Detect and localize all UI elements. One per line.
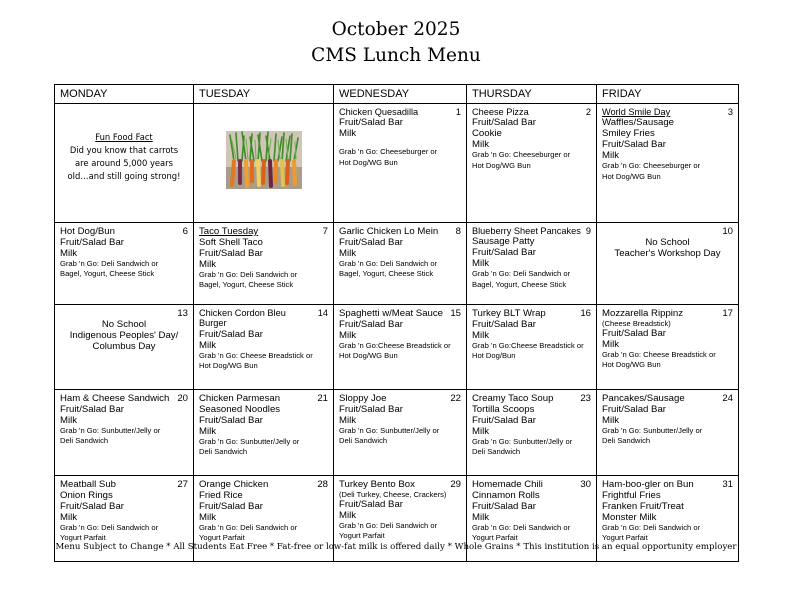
grab-n-go-text: Yogurt Parfait <box>199 533 245 543</box>
grab-n-go-text: Hot Dog/WG Bun <box>602 360 661 370</box>
menu-item: Fruit/Salad Bar <box>339 499 403 510</box>
menu-item: Blueberry Sheet Pancakes <box>472 226 581 236</box>
menu-item-note: (Deli Turkey, Cheese, Crackers) <box>339 490 447 499</box>
grab-n-go-text: Grab 'n Go: Sunbutter/Jelly or <box>602 426 703 435</box>
date-number: 27 <box>177 479 188 490</box>
grab-n-go-text: Grab 'n Go: Sunbutter/Jelly or <box>60 426 161 435</box>
menu-item: Milk <box>472 330 490 341</box>
date-number: 23 <box>580 393 591 404</box>
menu-item: Hot Dog/Bun <box>60 226 115 237</box>
day-cell <box>334 305 467 390</box>
menu-item: Ham-boo-gler on Bun <box>602 479 694 490</box>
grab-n-go-text: Yogurt Parfait <box>60 533 106 543</box>
menu-item: Orange Chicken <box>199 479 269 490</box>
grab-n-go-text: Grab 'n Go: Cheeseburger or <box>602 161 701 171</box>
no-school-reason: Indigenous Peoples' Day/ <box>69 330 179 341</box>
menu-item: Fruit/Salad Bar <box>472 247 536 259</box>
week-row <box>55 104 739 223</box>
day-cell <box>467 104 597 223</box>
menu-item: Fried Rice <box>199 490 243 501</box>
menu-item: Milk <box>339 415 357 426</box>
no-school-text: No School <box>101 319 147 330</box>
menu-item: Turkey BLT Wrap <box>472 308 546 319</box>
grab-n-go-text: Deli Sandwich <box>199 447 248 457</box>
menu-item: Fruit/Salad Bar <box>60 237 124 248</box>
grab-n-go-text: Grab 'n Go: Cheeseburger or <box>472 150 571 160</box>
menu-item: Fruit/Salad Bar <box>199 248 263 259</box>
grab-n-go-text: Grab 'n Go: Sunbutter/Jelly or <box>339 426 440 435</box>
grab-n-go-text: Yogurt Parfait <box>339 531 385 541</box>
day-cell <box>597 223 739 305</box>
menu-item: Fruit/Salad Bar <box>199 328 263 340</box>
menu-item: Milk <box>60 415 78 426</box>
day-cell <box>597 305 739 390</box>
date-number: 3 <box>727 107 733 117</box>
menu-item: Fruit/Salad Bar <box>472 319 536 330</box>
date-number: 17 <box>722 308 733 319</box>
menu-item: Cheese Pizza <box>472 107 529 117</box>
weekday-header: FRIDAY <box>597 85 739 104</box>
day-cell <box>467 390 597 476</box>
menu-item: Milk <box>339 248 357 259</box>
grab-n-go-text: Hot Dog/WG Bun <box>199 361 258 371</box>
no-school-reason: Teacher's Workshop Day <box>614 248 721 259</box>
date-number: 29 <box>450 479 461 490</box>
menu-item: Fruit/Salad Bar <box>339 117 403 129</box>
weekday-header: TUESDAY <box>194 85 334 104</box>
day-cell <box>334 223 467 305</box>
day-cell <box>467 305 597 390</box>
menu-item: Fruit/Salad Bar <box>60 404 124 415</box>
day-cell <box>597 390 739 476</box>
menu-item: Smiley Fries <box>602 128 655 140</box>
date-number: 20 <box>177 393 188 404</box>
special-day-heading: World Smile Day <box>602 107 671 117</box>
grab-n-go-text: Hot Dog/WG Bun <box>602 171 661 181</box>
day-cell <box>467 223 597 305</box>
menu-item: Milk <box>199 512 217 523</box>
date-number: 9 <box>585 226 591 236</box>
date-number: 22 <box>450 393 461 404</box>
day-cell <box>194 390 334 476</box>
date-number: 6 <box>182 226 188 237</box>
menu-item: Fruit/Salad Bar <box>602 139 666 151</box>
grab-n-go-text: Grab 'n Go:Cheese Breadstick or <box>472 341 584 350</box>
menu-item: Milk <box>472 258 490 270</box>
date-number: 10 <box>722 226 733 237</box>
menu-item: Sloppy Joe <box>339 393 387 404</box>
menu-item: Fruit/Salad Bar <box>339 237 403 248</box>
date-number: 8 <box>455 226 461 237</box>
special-day-heading: Taco Tuesday <box>199 226 259 237</box>
menu-item: Milk <box>60 512 78 523</box>
grab-n-go-text: Bagel, Yogurt, Cheese Stick <box>60 269 155 279</box>
date-number: 30 <box>580 479 591 490</box>
grab-n-go-text: Grab 'n Go: Deli Sandwich or <box>339 521 438 530</box>
grab-n-go-text: Grab 'n Go: Cheese Breadstick or <box>199 350 313 360</box>
grab-n-go-text: Grab 'n Go: Deli Sandwich or <box>60 259 159 268</box>
fun-fact-heading: Fun Food Fact <box>95 132 153 142</box>
menu-item: Fruit/Salad Bar <box>472 415 536 426</box>
menu-item: Milk <box>602 415 620 426</box>
weekday-header-row <box>55 85 739 104</box>
date-number: 24 <box>722 393 733 404</box>
menu-item: Milk <box>602 339 620 350</box>
grab-n-go-text: Grab 'n Go: Deli Sandwich or <box>199 523 298 532</box>
menu-item: Milk <box>472 426 490 437</box>
no-school-reason: Columbus Day <box>92 341 156 352</box>
fun-food-fact-cell <box>55 104 194 223</box>
menu-item: Frightful Fries <box>602 490 661 501</box>
weekday-header: WEDNESDAY <box>334 85 467 104</box>
menu-item: Turkey Bento Box <box>339 479 415 490</box>
menu-footer-note: Menu Subject to Change * All Students Eat Free * Fat-free or low-fat milk is offered daily * Whole Grains * This institution is an equal opportunity employer <box>55 542 737 552</box>
grab-n-go-text: Grab 'n Go: Deli Sandwich or <box>472 269 571 279</box>
day-cell <box>597 104 739 223</box>
menu-item: Milk <box>472 512 490 523</box>
menu-item: Onion Rings <box>60 490 113 501</box>
day-cell <box>55 390 194 476</box>
menu-item: Meatball Sub <box>60 479 116 490</box>
menu-item: Cinnamon Rolls <box>472 490 540 501</box>
grab-n-go-text: Grab 'n Go: Deli Sandwich or <box>472 523 571 532</box>
menu-item: Fruit/Salad Bar <box>472 117 536 129</box>
grab-n-go-text: Hot Dog/Bun <box>472 351 516 361</box>
grab-n-go-text: Deli Sandwich <box>339 436 388 446</box>
menu-month: October 2025 <box>331 19 461 40</box>
date-number: 2 <box>585 107 591 117</box>
fun-fact-line: old…and still going strong! <box>67 171 181 181</box>
menu-item: Fruit/Salad Bar <box>199 501 263 512</box>
menu-item: Milk <box>199 426 217 437</box>
grab-n-go-text: Grab 'n Go: Deli Sandwich or <box>199 270 298 279</box>
menu-item: Soft Shell Taco <box>199 237 263 248</box>
day-cell <box>334 104 467 223</box>
day-cell <box>55 223 194 305</box>
menu-item: Milk <box>60 248 78 259</box>
date-number: 15 <box>450 308 461 319</box>
grab-n-go-text: Grab 'n Go: Cheese Breadstick or <box>602 350 716 359</box>
grab-n-go-text: Grab 'n Go:Cheese Breadstick or <box>339 341 451 350</box>
menu-item: Seasoned Noodles <box>199 404 281 415</box>
grab-n-go-text: Bagel, Yogurt, Cheese Stick <box>199 280 294 290</box>
grab-n-go-text: Yogurt Parfait <box>602 533 648 543</box>
grab-n-go-text: Grab 'n Go: Deli Sandwich or <box>60 523 159 532</box>
menu-item: Garlic Chicken Lo Mein <box>339 226 439 237</box>
grab-n-go-text: Hot Dog/WG Bun <box>339 351 398 361</box>
grab-n-go-text: Grab 'n Go: Cheeseburger or <box>339 147 438 157</box>
grab-n-go-text: Grab 'n Go: Sunbutter/Jelly or <box>199 437 300 446</box>
menu-item: Milk <box>339 510 357 521</box>
grab-n-go-text: Bagel, Yogurt, Cheese Stick <box>339 269 434 279</box>
day-cell <box>55 305 194 390</box>
menu-item: Homemade Chili <box>472 479 543 490</box>
date-number: 7 <box>322 226 328 237</box>
menu-item: Cookie <box>472 128 502 140</box>
menu-item: Chicken Quesadilla <box>339 107 419 117</box>
carrots-image-cell <box>194 104 334 223</box>
menu-item: Milk <box>199 259 217 270</box>
grab-n-go-text: Bagel, Yogurt, Cheese Stick <box>472 279 567 289</box>
grab-n-go-text: Deli Sandwich <box>60 436 109 446</box>
week-row <box>55 305 739 390</box>
fun-fact-line: Did you know that carrots <box>69 145 179 155</box>
menu-item: Mozzarella Rippinz <box>602 308 684 319</box>
menu-item: Sausage Patty <box>472 236 535 248</box>
grab-n-go-text: Grab 'n Go: Sunbutter/Jelly or <box>472 437 573 446</box>
grab-n-go-text: Grab 'n Go: Deli Sandwich or <box>339 259 438 268</box>
date-number: 21 <box>317 393 328 404</box>
lunch-menu-calendar <box>54 84 739 562</box>
grab-n-go-text: Grab 'n Go: Deli Sandwich or <box>602 523 701 532</box>
menu-item: Ham & Cheese Sandwich <box>60 393 170 404</box>
weekday-header: THURSDAY <box>467 85 597 104</box>
grab-n-go-text: Deli Sandwich <box>472 447 521 457</box>
day-cell <box>334 390 467 476</box>
menu-item: Spaghetti w/Meat Sauce <box>339 308 443 319</box>
menu-item: Fruit/Salad Bar <box>472 501 536 512</box>
date-number: 13 <box>177 308 188 319</box>
date-number: 31 <box>722 479 733 490</box>
menu-item: Chicken Cordon Bleu Burger <box>199 308 286 329</box>
day-cell <box>194 305 334 390</box>
menu-item: Fruit/Salad Bar <box>60 501 124 512</box>
fun-fact-line: are around 5,000 years <box>74 158 173 168</box>
week-row <box>55 390 739 476</box>
grab-n-go-text: Hot Dog/WG Bun <box>472 160 531 170</box>
menu-item: Milk <box>472 139 490 151</box>
carrots-image <box>226 131 302 189</box>
date-number: 14 <box>317 308 328 318</box>
grab-n-go-text: Hot Dog/WG Bun <box>339 157 398 167</box>
menu-item: Creamy Taco Soup <box>472 393 554 404</box>
menu-item: Milk <box>602 150 620 162</box>
menu-item: Tortilla Scoops <box>472 404 535 415</box>
menu-item: Waffles/Sausage <box>602 117 674 129</box>
date-number: 16 <box>580 308 591 319</box>
menu-item: Chicken Parmesan <box>199 393 281 404</box>
week-row <box>55 223 739 305</box>
grab-n-go-text: Yogurt Parfait <box>472 533 518 543</box>
menu-title: CMS Lunch Menu <box>311 45 481 66</box>
date-number: 28 <box>317 479 328 490</box>
no-school-text: No School <box>645 237 690 248</box>
day-cell <box>194 223 334 305</box>
menu-item: Pancakes/Sausage <box>602 393 685 404</box>
menu-item: Fruit/Salad Bar <box>602 404 666 415</box>
weekday-header: MONDAY <box>55 85 194 104</box>
menu-item: Monster Milk <box>602 512 657 523</box>
menu-item: Fruit/Salad Bar <box>339 404 403 415</box>
menu-item: Franken Fruit/Treat <box>602 501 684 512</box>
menu-item: Milk <box>339 330 357 341</box>
grab-n-go-text: Deli Sandwich <box>602 436 651 446</box>
menu-item: Milk <box>199 339 217 351</box>
menu-item: Fruit/Salad Bar <box>199 415 263 426</box>
menu-item-note: (Cheese Breadstick) <box>602 319 671 328</box>
menu-item: Fruit/Salad Bar <box>339 319 403 330</box>
menu-item: Fruit/Salad Bar <box>602 328 666 339</box>
date-number: 1 <box>455 107 461 117</box>
menu-item: Milk <box>339 128 357 140</box>
